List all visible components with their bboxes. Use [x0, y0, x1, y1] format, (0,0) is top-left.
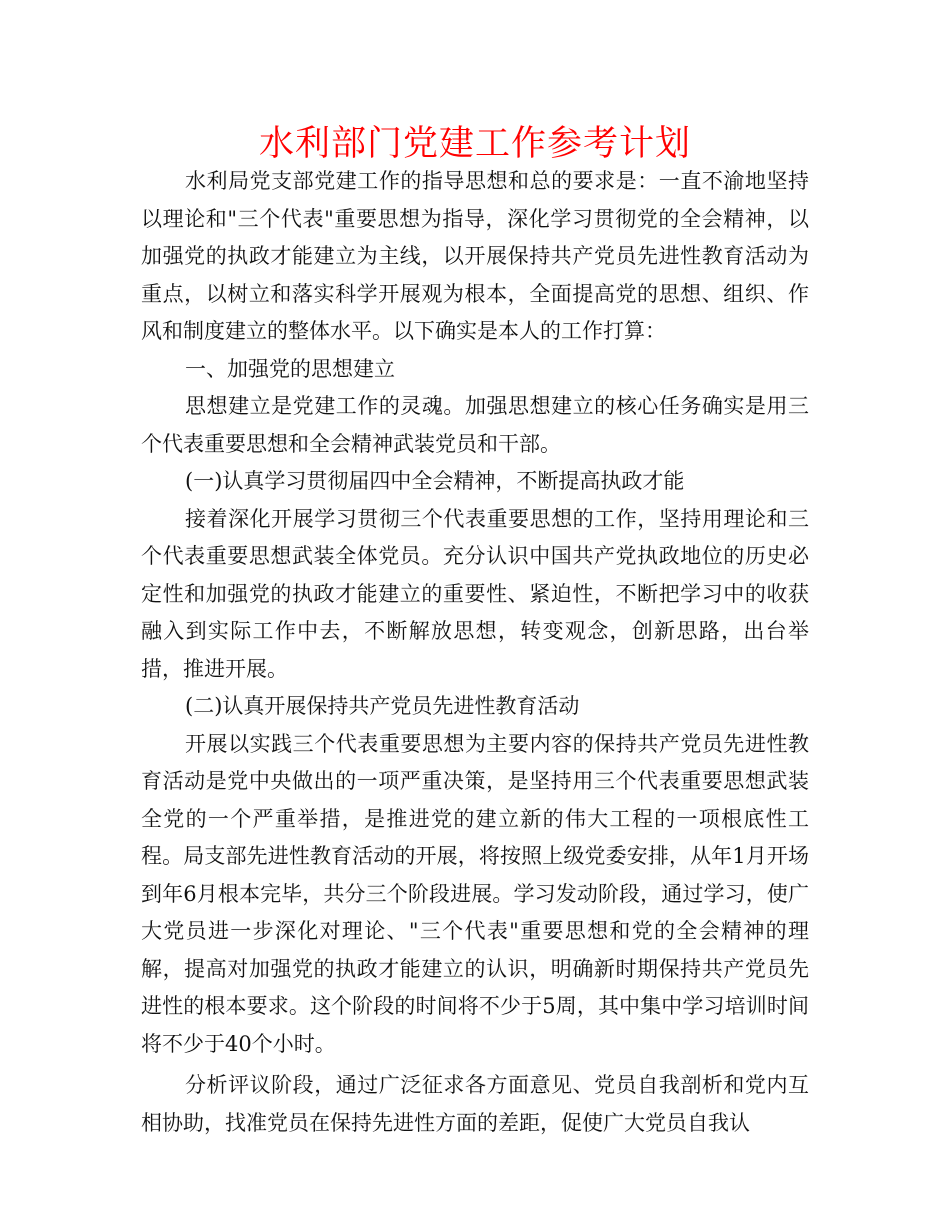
- heading-section-1: 一、加强党的思想建立: [185, 356, 395, 381]
- subheading-2: (二)认真开展保持共产党员先进性教育活动: [185, 694, 580, 718]
- subheading-1: (一)认真学习贯彻届四中全会精神，不断提高执政才能: [185, 469, 685, 493]
- document-title: 水利部门党建工作参考计划: [258, 124, 691, 164]
- document-body: [141, 163, 809, 1142]
- paragraph-analysis-stage: 分析评议阶段，通过广泛征求各方面意见、党员自我剖析和党内互相协助，找准党员在保持先进性方面的差距，促使广大党员自我认: [141, 1073, 809, 1135]
- paragraph-section-1: 思想建立是党建工作的灵魂。加强思想建立的核心任务确实是用三个代表重要思想和全会精神武装党员和干部。: [141, 394, 809, 456]
- paragraph-subsection-1: 接着深化开展学习贯彻三个代表重要思想的工作，坚持用理论和三个代表重要思想武装全体党员。充分认识中国共产党执政地位的历史必定性和加强党的执政才能建立的重要性、紧迫性，不断把学习中的收获融入到实际工作中去，不断解放思想，转变观念，创新思路，出台举措，推进开展。: [141, 506, 809, 681]
- paragraph-intro: 水利局党支部党建工作的指导思想和总的要求是：一直不渝地坚持以理论和"三个代表"重要思想为指导，深化学习贯彻党的全会精神，以加强党的执政才能建立为主线，以开展保持共产党员先进性教育活动为重点，以树立和落实科学开展观为根本，全面提高党的思想、组织、作风和制度建立的整体水平。以下确实是本人的工作打算：: [141, 169, 809, 343]
- paragraph-subsection-2: 开展以实践三个代表重要思想为主要内容的保持共产党员先进性教育活动是党中央做出的一项严重决策，是坚持用三个代表重要思想武装全党的一个严重举措，是推进党的建立新的伟大工程的一项根底性工程。局支部先进性教育活动的开展，将按照上级党委安排，从年1月开场到年6月根本完毕，共分三个阶段进展。学习发动阶段，通过学习，使广大党员进一步深化对理论、"三个代表"重要思想和党的全会精神的理解，提高对加强党的执政才能建立的认识，明确新时期保持共产党员先进性的根本要求。这个阶段的时间将不少于5周，其中集中学习培训时间将不少于40个小时。: [141, 731, 809, 1056]
